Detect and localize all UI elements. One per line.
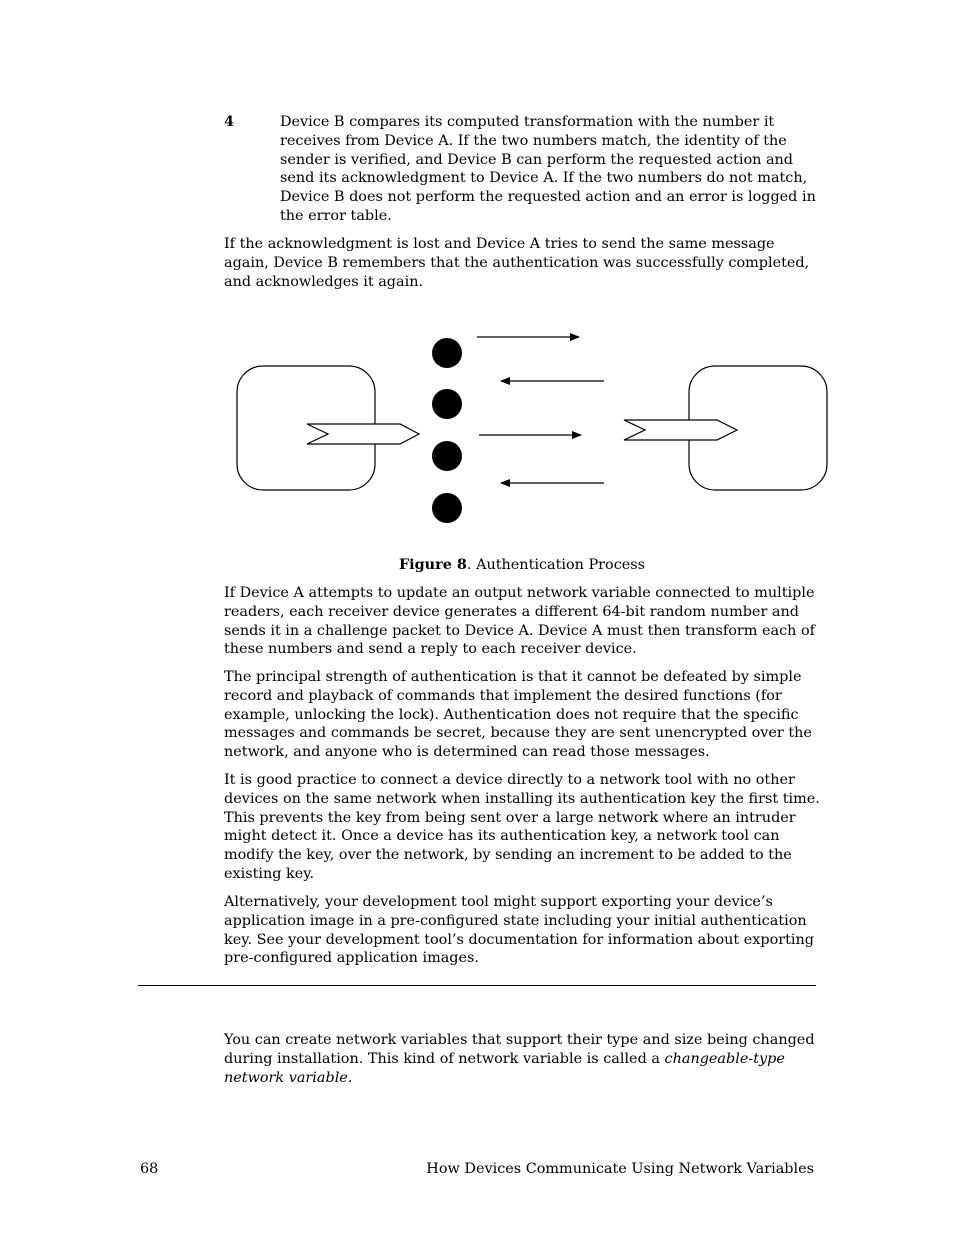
paragraph-alternatively: Alternatively, your development tool might support exporting your device’s application image in a pre-configured state including your initial authentication key. See your development tool’s documentation for information about exporting pre-configured application images.: [224, 894, 814, 967]
changeable-intro: You can create network variables that support their type and size being changed during installation. This kind of network variable is called a: [224, 1032, 815, 1067]
step-circle-3: [432, 441, 462, 471]
paragraph-multiple-readers: If Device A attempts to update an output network variable connected to multiple readers, each receiver device generates a different 64-bit random number and sends it in a challenge packet to Device A. Device A must then transform each of these numbers and send a reply to each receiver device.: [224, 585, 815, 658]
paragraph-acknowledgment: If the acknowledgment is lost and Device A tries to send the same message again, Device B remembers that the authentication was successfully completed, and acknowledges it again.: [224, 236, 810, 290]
step-circle-1: [432, 338, 462, 368]
step-text: Device B compares its computed transformation with the number it receives from Device A. If the two numbers match, the identity of the sender is verified, and Device B can perform the requested action and send its acknowledgment to Device A. If the two numbers do not match, Device B does not perform the requested action and an error is logged in the error table.: [280, 114, 816, 224]
device-b-input-chevron: [624, 420, 737, 440]
page-number: 68: [140, 1161, 159, 1177]
figure-label: Figure 8: [398, 556, 467, 573]
figure-caption-text: . Authentication Process: [466, 557, 646, 573]
paragraph-good-practice: It is good practice to connect a device directly to a network tool with no other devices on the same network when installing its authentication key the first time. This prevents the key from being sent over a large network where an intruder might detect it. Once a device has its authentication key, a network tool can modify the key, over the network, by sending an increment to be added to the existing key.: [224, 772, 820, 882]
changeable-end: .: [347, 1069, 353, 1086]
step-number: 4: [224, 113, 235, 130]
figure-caption: [224, 556, 820, 574]
section-divider: [138, 985, 816, 986]
step-circle-2: [432, 389, 462, 419]
paragraph-authentication-strength: The principal strength of authentication is that it cannot be defeated by simple record and playback of commands that implement the desired functions (for example, unlocking the lock). Authentication does not require that the specific messages and commands be secret, because they are sent unencrypted over the network, and anyone who is determined can read those messages.: [224, 669, 812, 761]
changeable-term: changeable-type network variable: [224, 1050, 785, 1086]
running-footer-title: How Devices Communicate Using Network Variables: [426, 1161, 814, 1177]
step-circle-4: [432, 493, 462, 523]
paragraph-changeable-type: [224, 1031, 820, 1087]
